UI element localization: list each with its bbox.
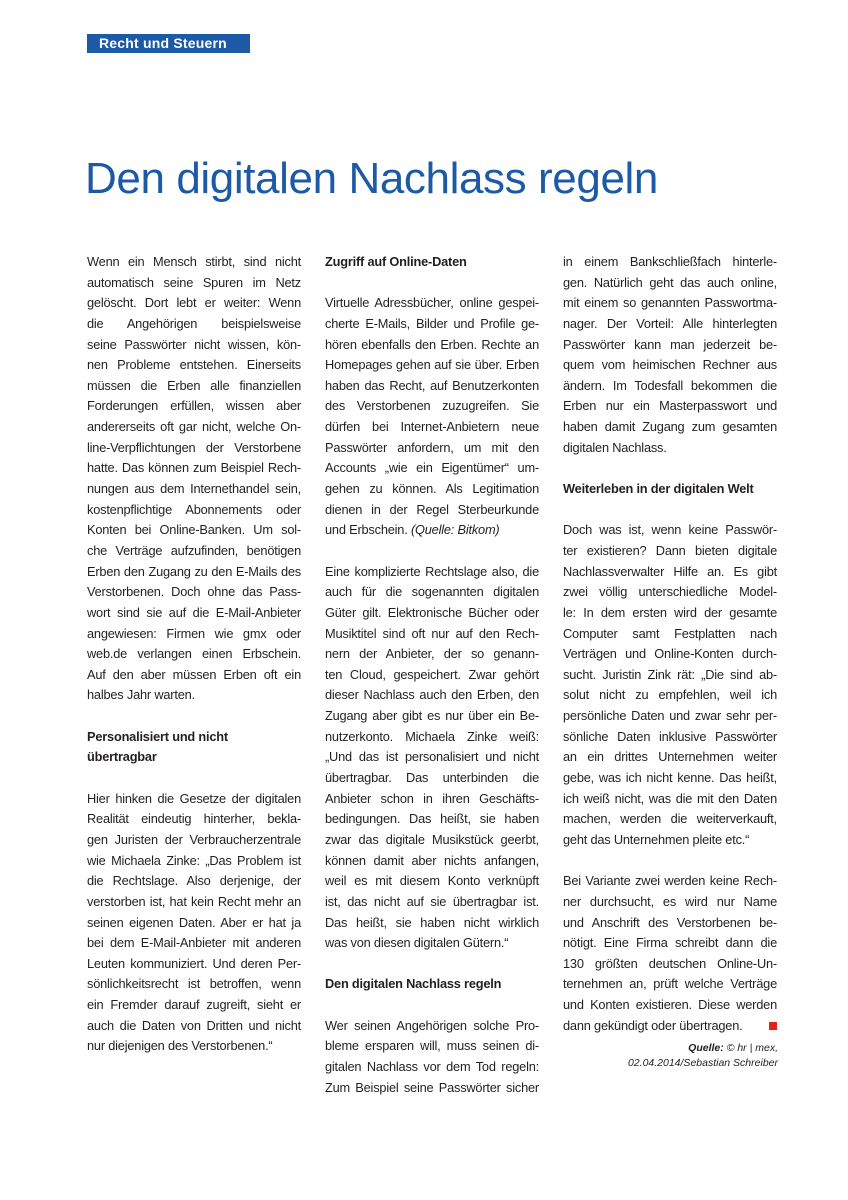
text-line: gen Juristen der Verbraucherzentrale — [87, 831, 301, 847]
text-line: digitalen Nachlass. — [563, 439, 667, 455]
text-line: Verstorbenen. Doch ohne das Pass- — [87, 584, 301, 600]
text-line: wie Michaela Zinke: „Das Problem ist — [87, 852, 301, 868]
text-line: ter existieren? Dann bieten digitale — [563, 542, 777, 558]
text-line: nen Probleme entstehen. Einerseits — [87, 357, 301, 373]
citation: (Quelle: Bitkom) — [410, 522, 500, 538]
text-line: verstorben ist, hat kein Recht mehr an — [87, 893, 301, 909]
text-line: seinen eigenen Daten. Aber er hat ja — [87, 914, 301, 930]
text-line: angewiesen: Firmen wie gmx oder — [87, 625, 301, 641]
text-line: 130 größten deutschen Online-Un- — [563, 955, 777, 971]
text-line: haben das Recht, auf Benutzerkonten — [325, 377, 539, 393]
text-line: Zugang aber gibt es nur über ein Be- — [325, 708, 539, 724]
text-line: automatisch seine Spuren im Netz — [87, 274, 301, 290]
subheading-line: übertragbar — [87, 749, 157, 765]
subheading-line: Personalisiert und nicht — [87, 728, 228, 744]
paragraph — [563, 252, 777, 458]
text-line: die Rechtslage. Also derjenige, der — [87, 873, 301, 889]
text-line: Forderungen erfüllen, wissen aber — [87, 398, 301, 414]
text-line: ein Fremder darauf zugreift, sieht er — [87, 997, 301, 1013]
text-line: web.de verlangen einen Erbschein. — [87, 646, 301, 662]
text-line: nager. Der Vorteil: Alle hinterlegten — [563, 315, 777, 331]
subheading — [325, 974, 539, 995]
text-line: Erben den Zugang zu den E-Mails des — [87, 563, 301, 579]
column-3 — [563, 252, 777, 1036]
subheading-line: Den digitalen Nachlass regeln — [325, 976, 502, 992]
text-line: hatte. Das können zum Beispiel Rech- — [87, 460, 301, 476]
text-line: Konten bei Online-Banken. Um sol- — [87, 522, 301, 538]
source-line-1 — [520, 1041, 778, 1056]
text-line: Passwörter kann man jederzeit be- — [563, 336, 777, 352]
subheading-line: Zugriff auf Online-Daten — [325, 254, 467, 269]
text-line: sönlichkeitsrecht ist betroffen, wenn — [87, 976, 301, 992]
text-line: Zum Beispiel seine Passwörter sicher — [325, 1079, 539, 1095]
text-line: des Verstorbenen zuzugreifen. Sie — [325, 398, 539, 414]
paragraph — [563, 520, 777, 850]
subheading — [563, 479, 777, 500]
text-line: seine Passwörter nicht wissen, kön- — [87, 336, 301, 352]
paragraph — [87, 252, 301, 706]
text-line: können damit aber nichts anfangen, — [325, 852, 539, 868]
text-line: andererseits oft gar nicht, welche On- — [87, 419, 301, 435]
source-label: Quelle: — [688, 1042, 724, 1054]
source-text: © hr | mex, — [726, 1042, 778, 1054]
text-line: Auf den aber müssen Erben oft ein — [87, 666, 301, 682]
subheading-line: Weiterleben in der digitalen Welt — [563, 481, 754, 497]
text-line: che Verträge aufzufinden, benötigen — [87, 542, 301, 558]
column-1 — [87, 252, 301, 1057]
source-credit — [520, 1041, 778, 1071]
text-line: gebe, was ich nicht kenne. Das heißt, — [563, 770, 777, 786]
text-line: zwei völlig unterschiedliche Model- — [563, 584, 777, 600]
section-tag: Recht und Steuern — [87, 34, 250, 53]
text-line: ist, das nicht auf sie übertragbar ist. — [325, 893, 539, 909]
source-line-2: 02.04.2014/Sebastian Schreiber — [627, 1057, 778, 1069]
text-line: Passwörter anfordern, um mit den — [325, 439, 539, 455]
text-line: mit einem so genannten Passwortma- — [563, 295, 777, 311]
text-line: solut nicht zu empfehlen, weil ich — [563, 687, 777, 703]
text-line: auch für die sogenannten digitalen — [325, 584, 539, 600]
text-line: ten Cloud, gespeichert. Zwar gehört — [325, 666, 539, 682]
text-line: Accounts „wie ein Eigentümer“ um- — [325, 460, 539, 476]
text-line: nern der Anbieter, der so genann- — [325, 646, 539, 662]
text-line: gen. Natürlich geht das auch online, — [563, 274, 777, 290]
text-line: dürfen bei Internet-Anbietern neue — [325, 419, 539, 435]
text-line: quem vom heimischen Rechner aus — [563, 357, 777, 373]
text-line: gitalen Nachlass vor dem Tod regeln: — [325, 1058, 539, 1074]
text-line: nutzerkonto. Michaela Zinke weiß: — [325, 728, 539, 744]
column-2 — [325, 252, 539, 1098]
text-line: dienen in der Regel Sterbeurkunde — [325, 501, 539, 517]
text-line: le: In dem ersten wird der gesamte — [563, 604, 777, 620]
text-line: Eine komplizierte Rechtslage also, die — [325, 563, 539, 579]
text-line: sönliche Daten inklusive Passwörter — [563, 728, 777, 744]
text-line: ich weiß nicht, was die mit den Daten — [563, 790, 777, 806]
text-line: persönliche Daten und zwar sehr per- — [563, 708, 777, 724]
text-line: halbes Jahr warten. — [87, 687, 195, 703]
text-line: wort sind sie auf die E-Mail-Anbieter — [87, 604, 301, 620]
text-line: Hier hinken die Gesetze der digitalen — [87, 790, 301, 806]
paragraph — [87, 789, 301, 1057]
text-line: line-Verpflichtungen der Verstorbene — [87, 439, 301, 455]
text-line: ternehmen an, prüft welche Verträge — [563, 976, 777, 992]
text-line: Homepages gehen auf sie über. Erben — [325, 357, 539, 373]
text-line: Wenn ein Mensch stirbt, sind nicht — [87, 254, 301, 269]
text-line: auch die Daten von Dritten und nicht — [87, 1017, 301, 1033]
text-line: haben damit Zugang zum gesamten — [563, 419, 777, 435]
text-line: bleme ersparen will, muss seinen di- — [325, 1038, 539, 1054]
text-line: Musiktitel sind oft nur auf den Rech- — [325, 625, 539, 641]
text-line: cherte E-Mails, Bilder und Profile ge- — [325, 315, 539, 331]
line-text: dann gekündigt oder übertragen. — [563, 1017, 743, 1033]
subheading — [325, 252, 539, 273]
text-line: Virtuelle Adressbücher, online gespei- — [325, 295, 539, 311]
text-line: nötigt. Eine Firma schreibt dann die — [563, 935, 777, 951]
text-line: Nachlassverwalter Hilfe an. Es gibt — [563, 563, 777, 579]
text-line: Güter gilt. Elektronische Bücher oder — [325, 604, 539, 620]
text-line: zwar das digitale Musikstück geerbt, — [325, 831, 539, 847]
text-line: dieser Nachlass auch den Erben, den — [325, 687, 539, 703]
text-line: gehen zu können. Als Legitimation — [325, 481, 539, 497]
text-line: sucht. Juristin Zink rät: „Die sind ab- — [563, 666, 777, 682]
text-line: Doch was ist, wenn keine Passwör- — [563, 522, 777, 538]
text-line: nungen aus dem Internethandel sein, — [87, 481, 301, 497]
text-line: Leuten kommuniziert. Und deren Per- — [87, 955, 301, 971]
text-line: Verträgen und Online-Konten durch- — [563, 646, 777, 662]
text-line: müssen die Erben alle finanziellen — [87, 377, 301, 393]
paragraph — [325, 1016, 539, 1099]
text-line: und Anschrift des Verstorbenen be- — [563, 914, 777, 930]
text-line: die Angehörigen beispielsweise — [87, 315, 301, 331]
text-line: ner durchsucht, es wird nur Name — [563, 893, 777, 909]
text-line: Anbieter schon in ihren Geschäfts- — [325, 790, 539, 806]
paragraph — [325, 562, 539, 954]
paragraph — [325, 293, 539, 541]
text-line: Realität eindeutig hinterher, bekla- — [87, 811, 301, 827]
text-line: kostenpflichtige Abonnements oder — [87, 501, 301, 517]
text-line: Erben nur ein Masterpasswort und — [563, 398, 777, 414]
text-line: übertragbar. Das unterbinden die — [325, 770, 539, 786]
text-line: an ein drittes Unternehmen weiter — [563, 749, 777, 765]
text-line: ändern. Im Todesfall bekommen die — [563, 377, 777, 393]
text-line: nur diejenigen des Verstorbenen.“ — [87, 1038, 273, 1054]
subheading — [87, 727, 301, 768]
text-line: Computer samt Festplatten nach — [563, 625, 777, 641]
text-line: in einem Bankschließfach hinterle- — [563, 254, 777, 269]
text-line: geht das Unternehmen pleite etc.“ — [563, 831, 750, 847]
line-text: und Erbschein. — [325, 522, 411, 538]
text-line: was von diesen digitalen Gütern.“ — [325, 935, 509, 951]
text-line — [325, 520, 539, 541]
text-line: gelöscht. Dort lebt er weiter: Wenn — [87, 295, 301, 311]
paragraph — [563, 871, 777, 1036]
text-line: weil es mit diesem Konto verknüpft — [325, 873, 539, 889]
text-line: Das heißt, sie haben nicht wirklich — [325, 914, 539, 930]
text-line: bedingungen. Das heißt, sie haben — [325, 811, 539, 827]
text-line: und Konten existieren. Diese werden — [563, 997, 777, 1013]
text-line: bei dem E-Mail-Anbieter mit anderen — [87, 935, 301, 951]
article-title: Den digitalen Nachlass regeln — [85, 154, 658, 203]
text-line: hören ebenfalls den Erben. Rechte an — [325, 336, 539, 352]
end-square-icon — [769, 1022, 777, 1030]
text-line: Wer seinen Angehörigen solche Pro- — [325, 1017, 539, 1033]
text-line — [563, 1016, 777, 1037]
text-line: machen, werden die weiterverkauft, — [563, 811, 777, 827]
text-line: „Und das ist personalisiert und nicht — [325, 749, 539, 765]
text-line: Bei Variante zwei werden keine Rech- — [563, 873, 777, 889]
